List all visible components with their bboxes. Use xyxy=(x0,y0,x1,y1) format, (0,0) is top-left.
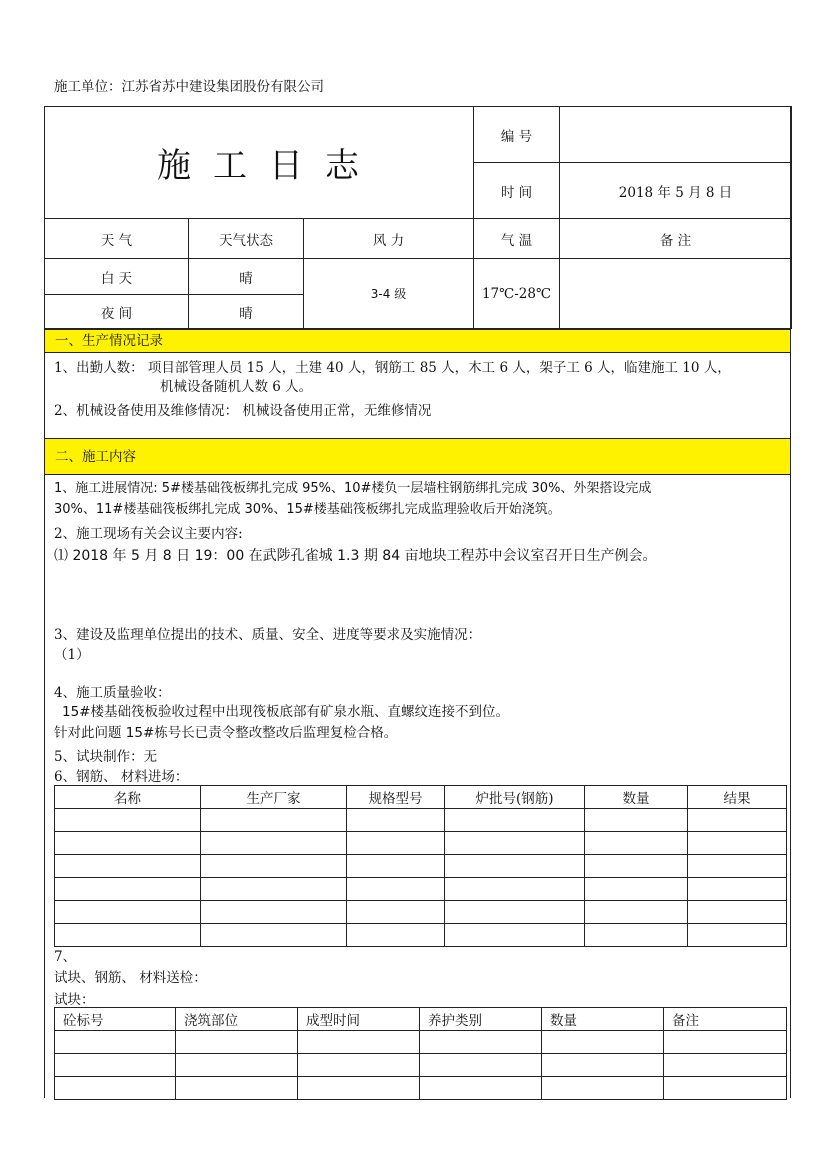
temp-value: 17℃-28℃ xyxy=(474,259,560,329)
number-label: 编 号 xyxy=(474,107,560,163)
cell xyxy=(664,1077,787,1100)
progress-line-2: 30%、11#楼基础筏板绑扎完成 30%、15#楼基础筏板绑扎完成监理验收后开始浇筑。 xyxy=(54,502,561,517)
section7-title: 试块、钢筋、 材料送检： xyxy=(54,970,207,986)
cell xyxy=(176,1054,298,1077)
cell xyxy=(55,924,201,947)
materials-table xyxy=(54,785,787,947)
cell xyxy=(542,1054,664,1077)
meeting-item: ⑴ 2018 年 5 月 8 日 19：00 在武陟孔雀城 1.3 期 84 亩地块工程苏中会议室召开日生产例会。 xyxy=(54,548,657,564)
weather-col-header: 天 气 xyxy=(45,219,189,259)
materials-header-name: 名称 xyxy=(55,786,201,809)
cell xyxy=(664,1031,787,1054)
sample-header-qty: 数量 xyxy=(542,1008,664,1031)
cell xyxy=(688,855,787,878)
materials-in-title: 6、钢筋、 材料进场： xyxy=(54,769,189,785)
day-state: 晴 xyxy=(189,259,304,295)
quality-title: 4、施工质量验收： xyxy=(54,685,171,701)
cell xyxy=(688,809,787,832)
materials-header-spec: 规格型号 xyxy=(347,786,445,809)
cell xyxy=(176,1077,298,1100)
table-row xyxy=(55,924,787,947)
materials-header-result: 结果 xyxy=(688,786,787,809)
night-label: 夜 间 xyxy=(45,295,189,329)
cell xyxy=(445,924,585,947)
remark-col-header: 备 注 xyxy=(560,219,792,259)
sample-header-location: 浇筑部位 xyxy=(176,1008,298,1031)
night-state: 晴 xyxy=(189,295,304,329)
cell xyxy=(201,901,347,924)
table-row xyxy=(55,1054,787,1077)
cell xyxy=(420,1054,542,1077)
cell xyxy=(585,855,688,878)
materials-header-qty: 数量 xyxy=(585,786,688,809)
sample-header-remark: 备注 xyxy=(664,1008,787,1031)
cell xyxy=(445,901,585,924)
cell xyxy=(347,855,445,878)
cell xyxy=(585,901,688,924)
cell xyxy=(201,924,347,947)
time-label: 时 间 xyxy=(474,163,560,219)
section1-title: 一、生产情况记录 xyxy=(45,329,790,353)
table-row xyxy=(55,809,787,832)
table-row xyxy=(55,878,787,901)
cell xyxy=(445,832,585,855)
cell xyxy=(201,878,347,901)
cell xyxy=(585,924,688,947)
cell xyxy=(585,878,688,901)
cell xyxy=(298,1031,420,1054)
sample-header-time: 成型时间 xyxy=(298,1008,420,1031)
cell xyxy=(347,901,445,924)
table-row xyxy=(55,1031,787,1054)
cell xyxy=(542,1077,664,1100)
quality-line-1: 15#楼基础筏板验收过程中出现筏板底部有矿泉水瓶、直螺纹连接不到位。 xyxy=(62,704,509,720)
log-title: 施工日志 xyxy=(157,146,382,186)
table-row xyxy=(55,901,787,924)
wind-value: 3-4 级 xyxy=(304,259,474,329)
section7-subtitle: 试块： xyxy=(54,992,95,1008)
cell xyxy=(688,901,787,924)
sample-header-curing: 养护类别 xyxy=(420,1008,542,1031)
cell xyxy=(585,809,688,832)
cell xyxy=(585,832,688,855)
equipment-line: 2、机械设备使用及维修情况： 机械设备使用正常，无维修情况 xyxy=(54,403,432,419)
sample-table xyxy=(54,1007,787,1100)
weather-state-col-header: 天气状态 xyxy=(189,219,304,259)
cell xyxy=(542,1031,664,1054)
cell xyxy=(55,832,201,855)
cell xyxy=(298,1077,420,1100)
cell xyxy=(347,832,445,855)
temp-col-header: 气 温 xyxy=(474,219,560,259)
progress-line-1: 1、施工进展情况: 5#楼基础筏板绑扎完成 95%、10#楼负一层墙柱钢筋绑扎完成 30%、外架搭设完成 xyxy=(54,481,652,496)
cell xyxy=(201,855,347,878)
number-value xyxy=(560,107,792,163)
cell xyxy=(664,1054,787,1077)
attendance-line-1: 1、出勤人数： 项目部管理人员 15 人，土建 40 人，钢筋工 85 人，木工 6 人，架子工 6 人，临建施工 10 人， xyxy=(54,360,731,376)
materials-header-batch: 炉批号(钢筋) xyxy=(445,786,585,809)
requirements-item: （1） xyxy=(54,647,90,663)
remark-value xyxy=(560,259,792,329)
cell xyxy=(347,809,445,832)
wind-col-header: 风 力 xyxy=(304,219,474,259)
log-title-cell xyxy=(45,107,474,219)
cell xyxy=(445,878,585,901)
cell xyxy=(55,878,201,901)
cell xyxy=(347,878,445,901)
section7-number: 7、 xyxy=(54,949,77,965)
cell xyxy=(55,1077,176,1100)
cell xyxy=(201,832,347,855)
materials-header-maker: 生产厂家 xyxy=(201,786,347,809)
header-table xyxy=(44,106,792,329)
cell xyxy=(347,924,445,947)
cell xyxy=(55,1031,176,1054)
requirements-title: 3、建设及监理单位提出的技术、质量、安全、进度等要求及实施情况： xyxy=(54,627,482,643)
day-label: 白 天 xyxy=(45,259,189,295)
table-row xyxy=(55,855,787,878)
cell xyxy=(688,878,787,901)
sample-header-grade: 砼标号 xyxy=(55,1008,176,1031)
company-line: 施工单位：江苏省苏中建设集团股份有限公司 xyxy=(54,79,324,95)
cell xyxy=(445,855,585,878)
cell xyxy=(688,832,787,855)
attendance-line-2: 机械设备随机人数 6 人。 xyxy=(160,379,313,395)
meeting-title: 2、施工现场有关会议主要内容: xyxy=(54,526,243,542)
cell xyxy=(176,1031,298,1054)
cell xyxy=(201,809,347,832)
cell xyxy=(55,855,201,878)
table-row xyxy=(55,1077,787,1100)
cell xyxy=(445,809,585,832)
cell xyxy=(688,924,787,947)
cell xyxy=(55,901,201,924)
section2-title: 二、施工内容 xyxy=(45,438,790,475)
test-block-line: 5、试块制作：无 xyxy=(54,749,158,765)
quality-line-2: 针对此问题 15#栋号长已责令整改整改后监理复检合格。 xyxy=(54,725,398,741)
cell xyxy=(298,1054,420,1077)
cell xyxy=(420,1031,542,1054)
time-value: 2018 年 5 月 8 日 xyxy=(560,163,792,219)
cell xyxy=(55,1054,176,1077)
cell xyxy=(55,809,201,832)
table-row xyxy=(55,832,787,855)
cell xyxy=(420,1077,542,1100)
